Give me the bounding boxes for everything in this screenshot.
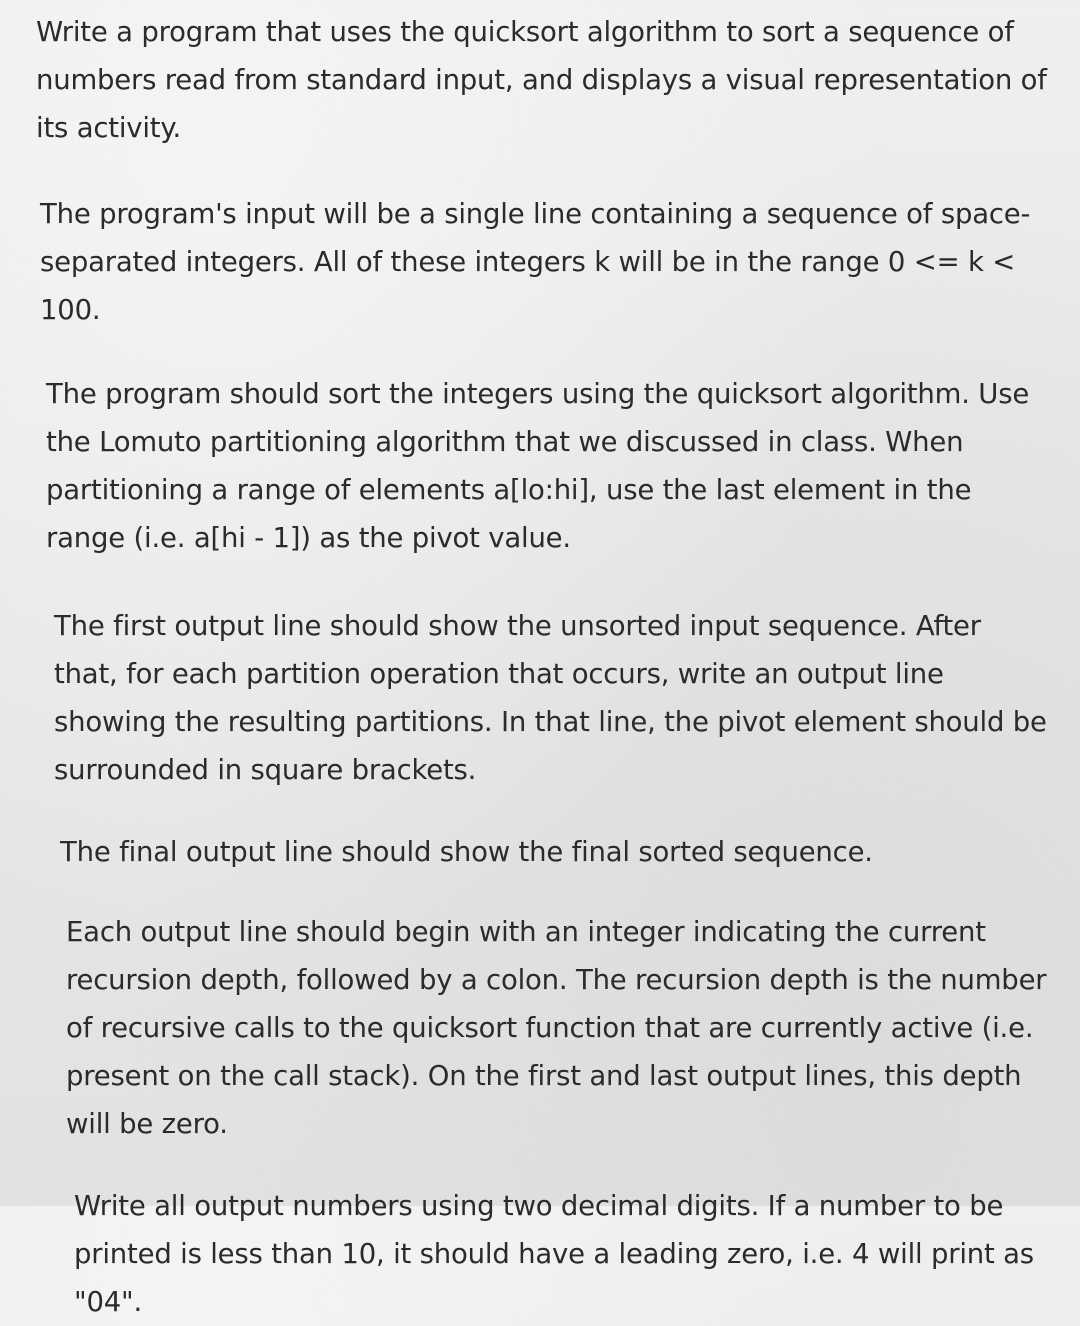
- paragraph-number-format: Write all output numbers using two decimal digits. If a number to be printed is less than 10, it should have a leading zero, i.e. 4 will print as "04".: [74, 1190, 1034, 1318]
- paragraph-final-output: The final output line should show the final sorted sequence.: [60, 836, 873, 868]
- paragraph-task-description: Write a program that uses the quicksort algorithm to sort a sequence of numbers read from standard input, and displays a visual representation of its activity.: [36, 16, 1047, 144]
- paragraph-output-lines: The first output line should show the unsorted input sequence. After that, for each partition operation that occurs, write an output line showing the resulting partitions. In that line, the pivot element should be surrounded in square brackets.: [54, 610, 1047, 786]
- paragraph-input-format: The program's input will be a single line containing a sequence of space-separated integers. All of these integers k will be in the range 0 <= k < 100.: [40, 198, 1031, 326]
- paragraph-sorting-method: The program should sort the integers using the quicksort algorithm. Use the Lomuto partitioning algorithm that we discussed in class. When partitioning a range of elements a[lo:hi], use the last element in the range (i.e. a[hi - 1]) as the pivot value.: [46, 378, 1030, 554]
- paragraph-recursion-depth: Each output line should begin with an integer indicating the current recursion depth, followed by a colon. The recursion depth is the number of recursive calls to the quicksort function that are currently active (i.e. present on the call stack). On the first and last output lines, this depth will be zero.: [66, 916, 1047, 1140]
